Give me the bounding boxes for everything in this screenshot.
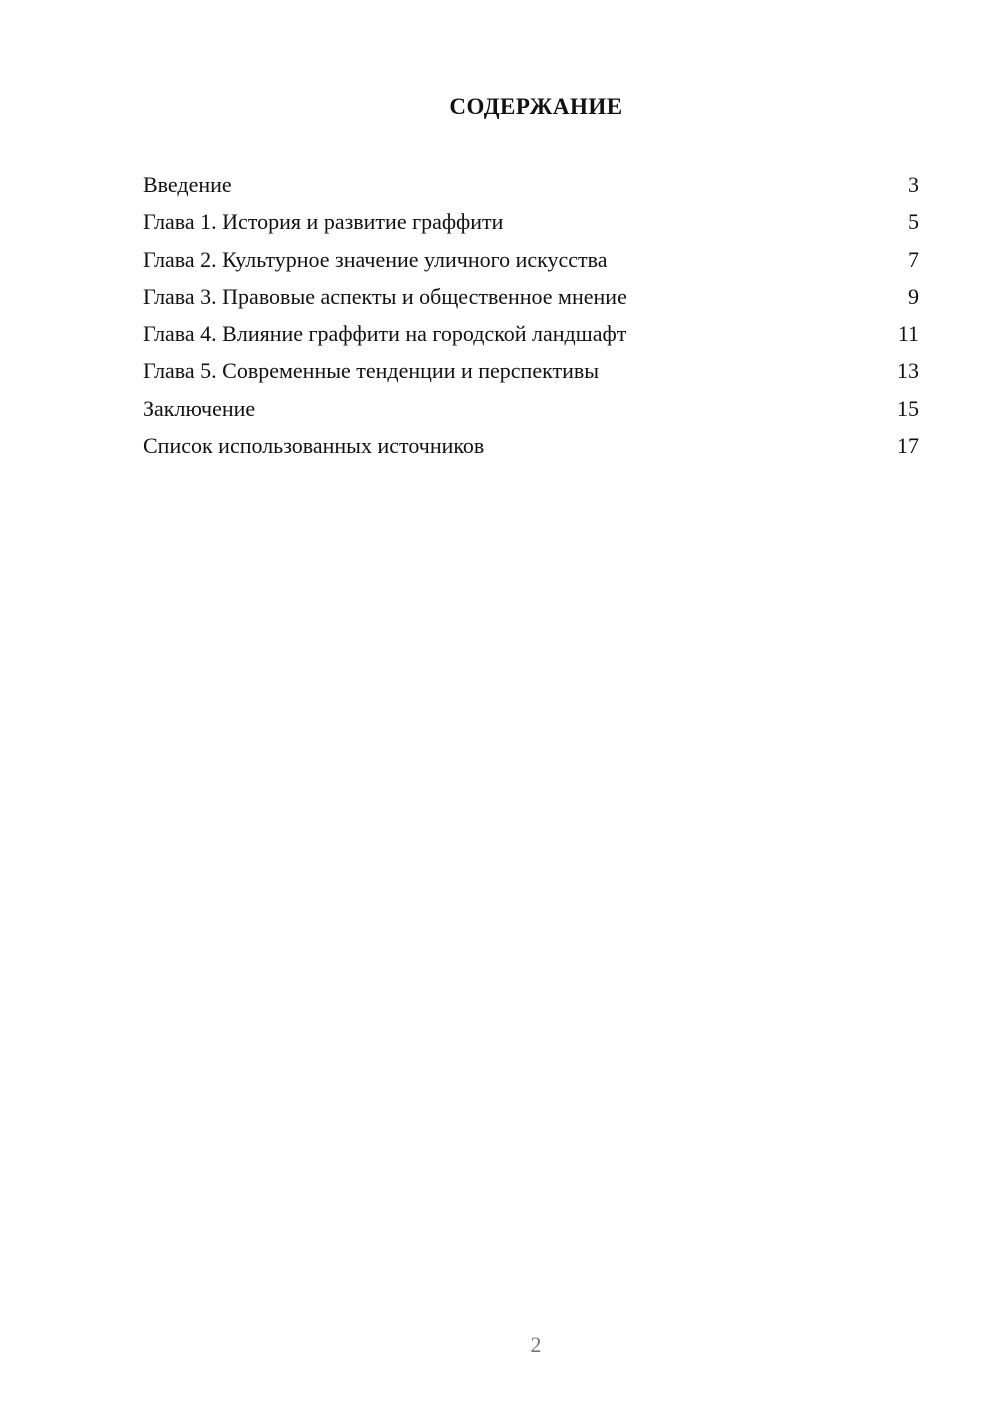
toc-entry-label: Глава 5. Современные тенденции и перспективы [143,358,600,384]
toc-entry-label: Введение [143,172,232,197]
toc-entry [143,243,919,280]
table-of-contents [143,168,919,466]
page-number: 2 [530,1332,542,1357]
toc-entry-page: 5 [908,209,919,235]
toc-entry [143,429,919,466]
toc-entry-label: Глава 1. История и развитие граффити [143,209,504,235]
toc-entry-page: 3 [908,172,919,197]
toc-entry [143,205,919,242]
toc-entry-page: 11 [897,321,919,347]
toc-entry-page: 15 [897,395,919,421]
toc-entry-page: 7 [908,246,919,272]
toc-entry [143,280,919,317]
toc-entry-page: 13 [897,358,919,384]
toc-entry [143,354,919,391]
toc-entry-label: Список использованных источников [143,433,485,459]
toc-entry [143,168,919,205]
toc-entry-label: Глава 3. Правовые аспекты и общественное мнение [143,283,627,309]
toc-entry-label: Глава 2. Культурное значение уличного искусства [143,246,608,272]
page-title: СОДЕРЖАНИЕ [449,94,623,119]
toc-entry-page: 9 [908,283,919,309]
toc-entry-label: Глава 4. Влияние граффити на городской ландшафт [143,321,627,347]
toc-entry-page: 17 [897,433,919,459]
toc-entry [143,392,919,429]
toc-entry [143,317,919,354]
toc-entry-label: Заключение [143,395,256,421]
